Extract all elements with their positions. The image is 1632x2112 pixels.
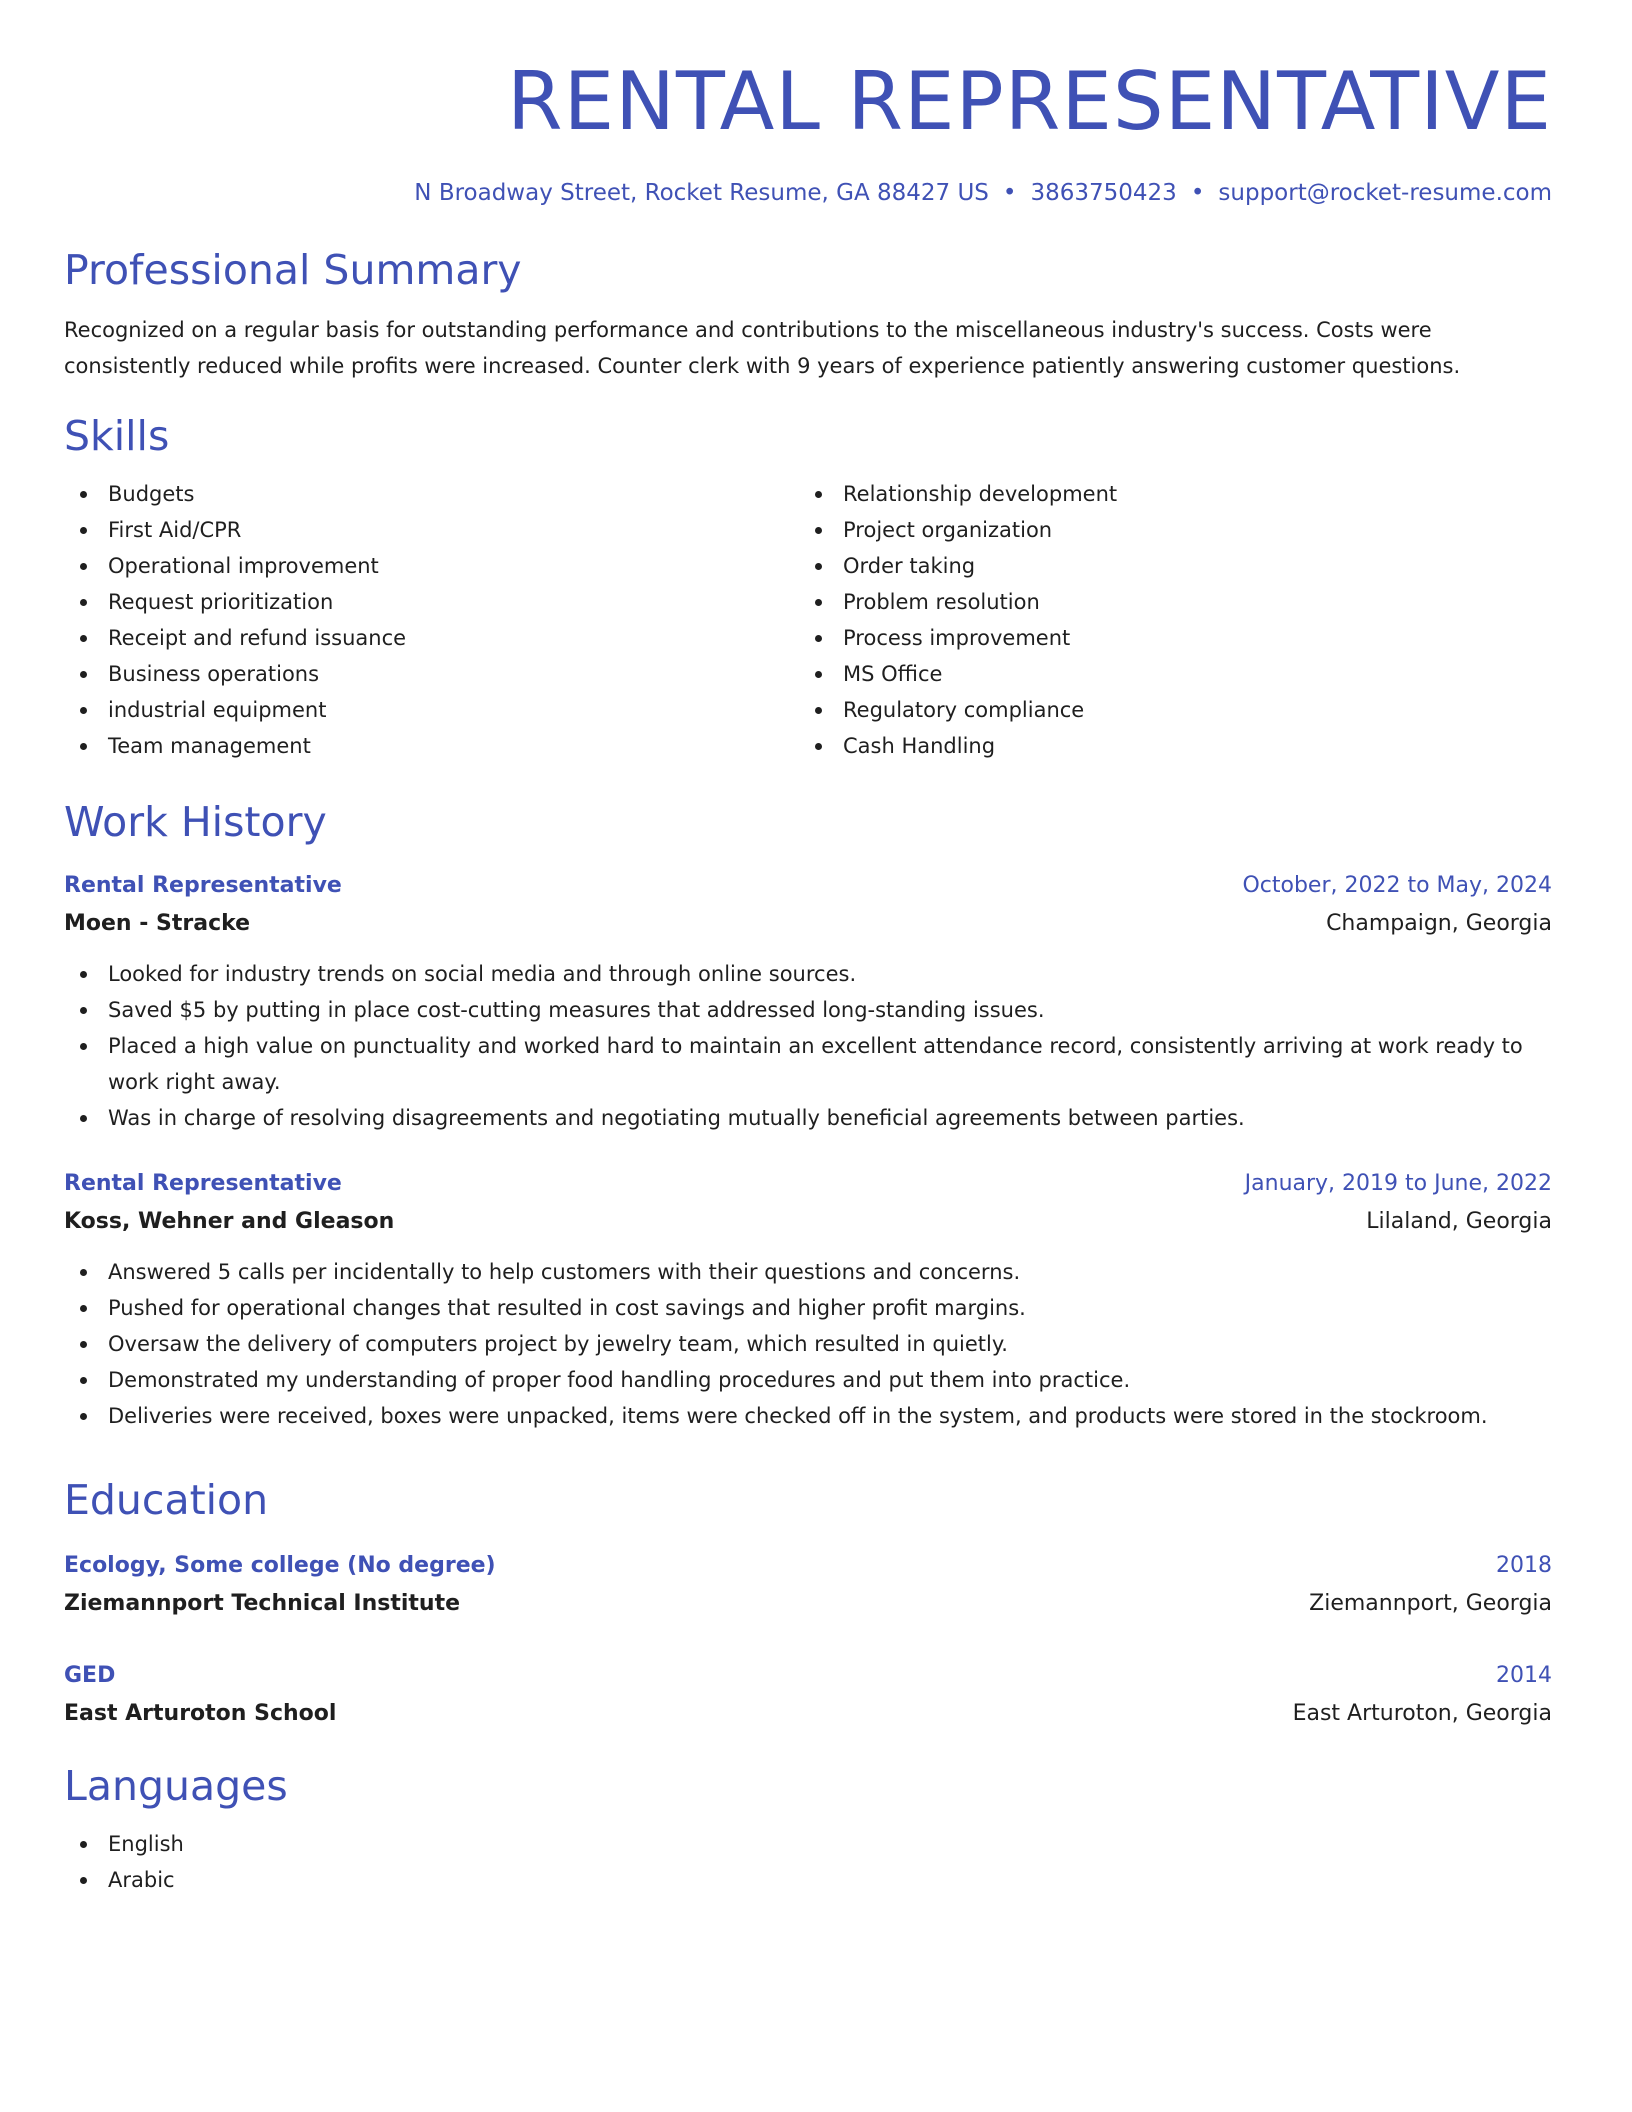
skill-item: Cash Handling	[799, 728, 1534, 764]
job-location: Champaign, Georgia	[1326, 911, 1552, 936]
phone[interactable]: 3863750423	[1030, 180, 1177, 206]
school-location: East Arturoton, Georgia	[1292, 1701, 1552, 1726]
skills-column-right	[799, 476, 1534, 764]
job-entry	[64, 1166, 1552, 1434]
skill-item: industrial equipment	[64, 692, 799, 728]
graduation-year: 2018	[1496, 1553, 1552, 1578]
job-entry	[64, 868, 1552, 1136]
job-dates: October, 2022 to May, 2024	[1242, 873, 1552, 898]
resume-header	[64, 0, 1552, 208]
job-title: Rental Representative	[64, 873, 342, 898]
section-title: Skills	[64, 412, 170, 460]
job-duty: Oversaw the delivery of computers project by jewelry team, which resulted in quietly.	[64, 1326, 1552, 1362]
summary-text: Recognized on a regular basis for outstanding performance and contributions to the miscellaneous industry's success. Costs were consistently reduced while profits were increased. Counter clerk with 9 years of experience patiently answering customer questions.	[64, 318, 1461, 378]
section-title: Languages	[64, 1762, 288, 1810]
degree: Ecology, Some college (No degree)	[64, 1553, 496, 1578]
skills-section	[64, 410, 1552, 764]
skills-grid	[64, 476, 1552, 764]
education-header-row	[64, 1548, 1552, 1584]
skill-item: Process improvement	[799, 620, 1534, 656]
education-section	[64, 1474, 1552, 1734]
job-company-row	[64, 904, 1552, 944]
separator: •	[1190, 180, 1205, 206]
section-title: Professional Summary	[64, 246, 522, 294]
job-header-row	[64, 1166, 1552, 1202]
separator: •	[1002, 180, 1017, 206]
job-duty: Answered 5 calls per incidentally to help customers with their questions and concerns.	[64, 1254, 1552, 1290]
education-school-row	[64, 1584, 1552, 1624]
school-name: East Arturoton School	[64, 1701, 337, 1726]
job-duty: Was in charge of resolving disagreements and negotiating mutually beneficial agreements between parties.	[64, 1100, 1552, 1136]
skill-item: Business operations	[64, 656, 799, 692]
job-header-row	[64, 868, 1552, 904]
summary-section	[64, 244, 1552, 384]
skill-item: Regulatory compliance	[799, 692, 1534, 728]
school-name: Ziemannport Technical Institute	[64, 1591, 461, 1616]
address: N Broadway Street, Rocket Resume, GA 88427 US	[414, 180, 989, 206]
skill-item: Project organization	[799, 512, 1534, 548]
job-duties-list	[64, 956, 1552, 1136]
skill-item: Team management	[64, 728, 799, 764]
school-location: Ziemannport, Georgia	[1309, 1591, 1552, 1616]
skill-item: MS Office	[799, 656, 1534, 692]
skill-item: Relationship development	[799, 476, 1534, 512]
languages-section	[64, 1760, 1552, 1898]
skill-item: Problem resolution	[799, 584, 1534, 620]
job-duty: Pushed for operational changes that resulted in cost savings and higher profit margins.	[64, 1290, 1552, 1326]
job-duty: Saved $5 by putting in place cost-cutting measures that addressed long-standing issues.	[64, 992, 1552, 1028]
skills-list	[799, 476, 1534, 764]
email[interactable]: support@rocket-resume.com	[1218, 180, 1552, 206]
job-duties-list	[64, 1254, 1552, 1434]
job-title: Rental Representative	[64, 1171, 342, 1196]
job-company-row	[64, 1202, 1552, 1242]
skill-item: Receipt and refund issuance	[64, 620, 799, 656]
skills-column-left	[64, 476, 799, 764]
languages-list	[64, 1826, 1552, 1898]
resume-page	[64, 0, 1552, 1898]
degree: GED	[64, 1663, 116, 1688]
work-history-section	[64, 796, 1552, 1434]
skill-item: Order taking	[799, 548, 1534, 584]
section-title: Education	[64, 1476, 269, 1524]
job-location: Lilaland, Georgia	[1366, 1209, 1552, 1234]
job-duty: Demonstrated my understanding of proper food handling procedures and put them into practice.	[64, 1362, 1552, 1398]
language-item: English	[64, 1826, 1552, 1862]
contact-line	[64, 178, 1552, 208]
skill-item: Operational improvement	[64, 548, 799, 584]
education-entry	[64, 1658, 1552, 1734]
candidate-name: RENTAL REPRESENTATIVE	[507, 55, 1552, 148]
education-school-row	[64, 1694, 1552, 1734]
job-duty: Deliveries were received, boxes were unpacked, items were checked off in the system, and products were stored in the stockroom.	[64, 1398, 1552, 1434]
company-name: Koss, Wehner and Gleason	[64, 1209, 395, 1234]
education-entry	[64, 1548, 1552, 1624]
job-duty: Looked for industry trends on social media and through online sources.	[64, 956, 1552, 992]
job-duty: Placed a high value on punctuality and worked hard to maintain an excellent attendance record, consistently arriving at work ready to work right away.	[64, 1028, 1552, 1100]
graduation-year: 2014	[1496, 1663, 1552, 1688]
skill-item: Budgets	[64, 476, 799, 512]
skill-item: Request prioritization	[64, 584, 799, 620]
education-header-row	[64, 1658, 1552, 1694]
skills-list	[64, 476, 799, 764]
language-item: Arabic	[64, 1862, 1552, 1898]
section-title: Work History	[64, 798, 327, 846]
skill-item: First Aid/CPR	[64, 512, 799, 548]
company-name: Moen - Stracke	[64, 911, 251, 936]
job-dates: January, 2019 to June, 2022	[1244, 1171, 1552, 1196]
